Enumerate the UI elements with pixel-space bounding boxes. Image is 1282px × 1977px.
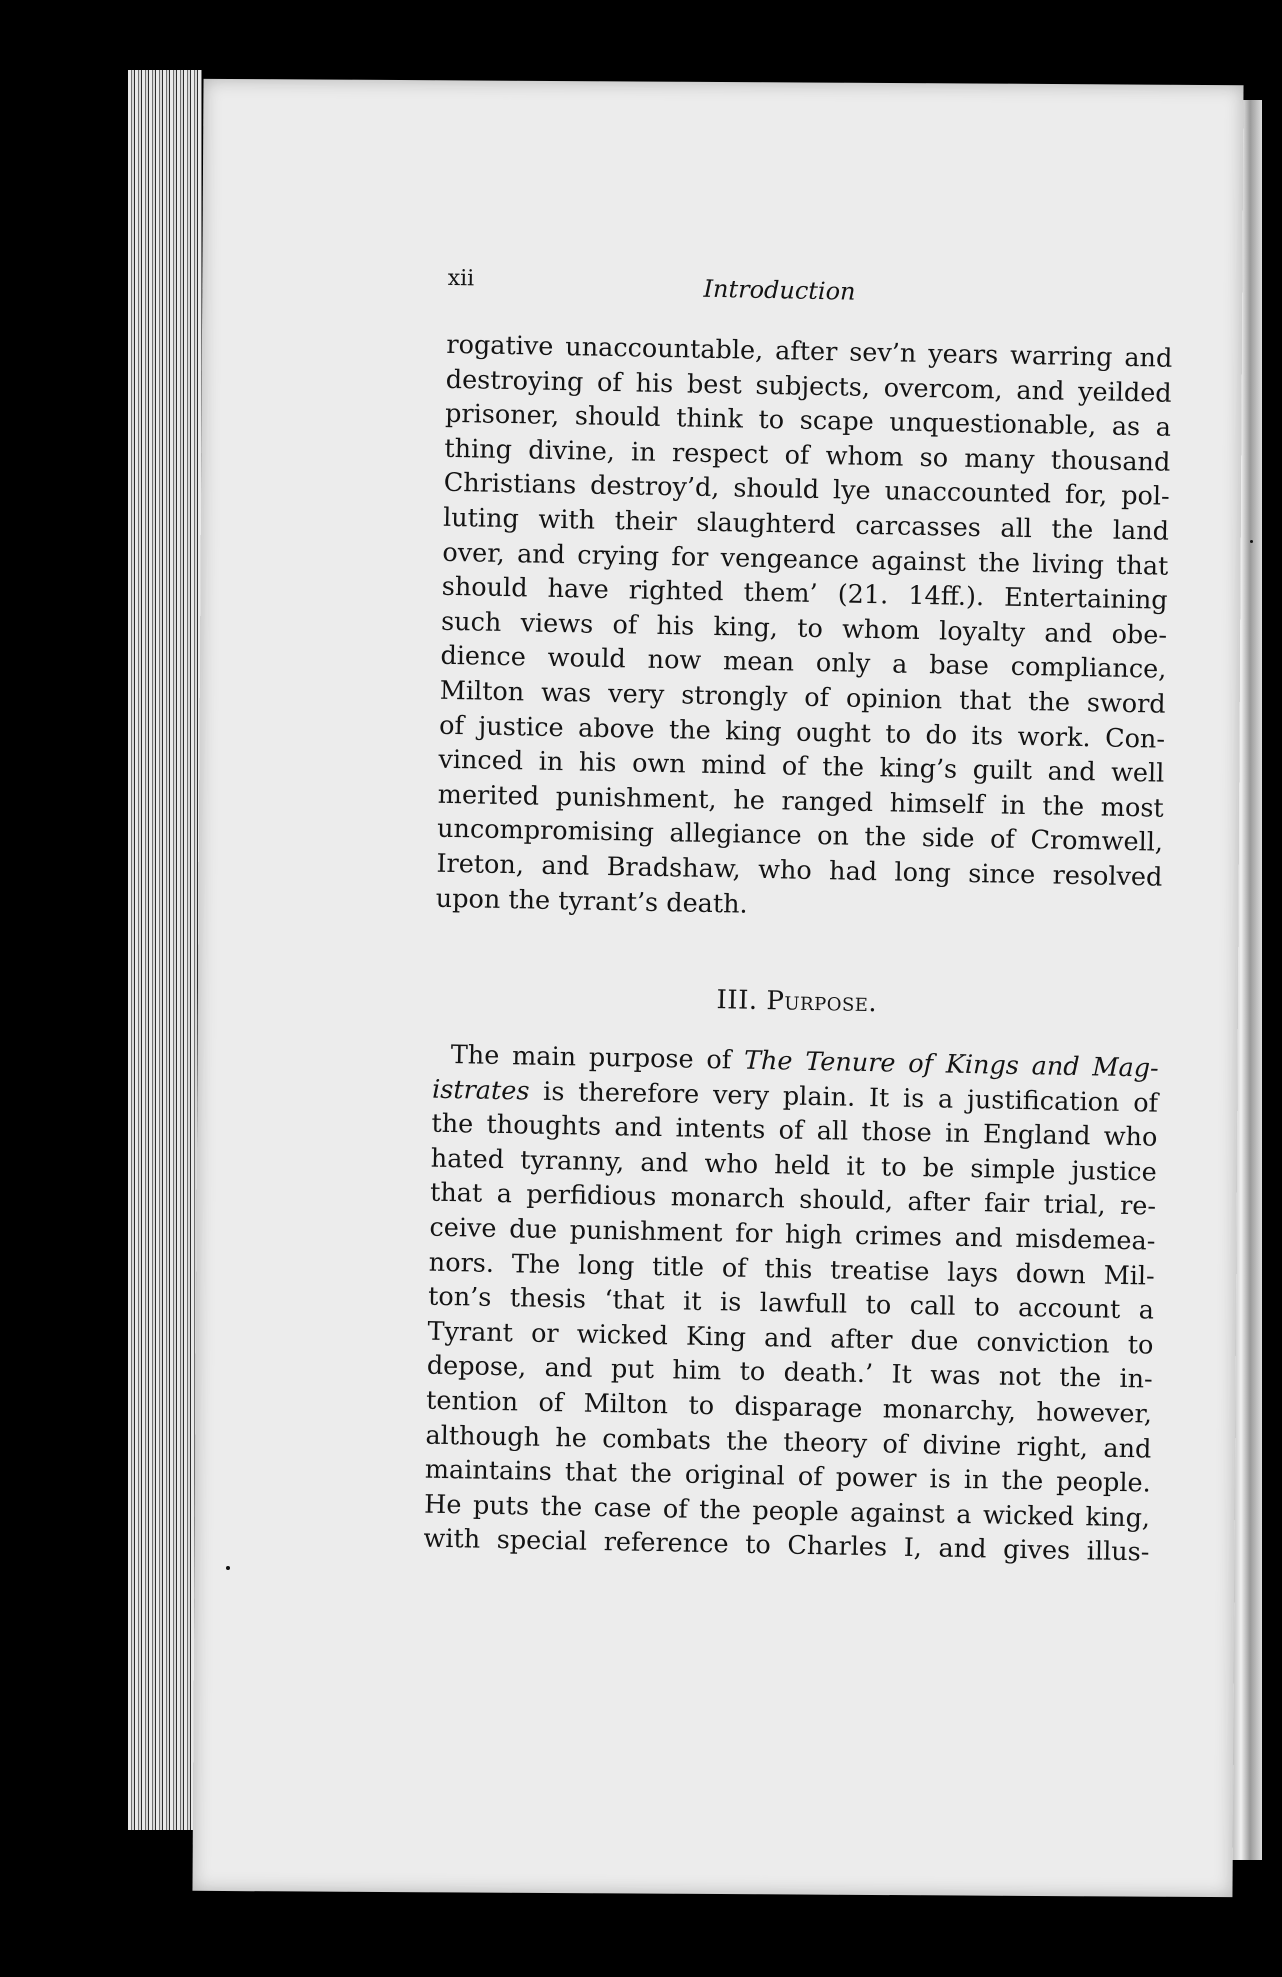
section-title: Purpose. [766, 986, 878, 1019]
text-line: merited punishment, he ranged himself in the most [437, 779, 1164, 824]
text-line: destroying of his best subjects, overcom, and yeilded [445, 364, 1172, 409]
text-line: nors. The long title of this treatise lays down Mil- [428, 1247, 1155, 1292]
text-line: uncompromising allegiance on the side of Cromwell, [436, 814, 1164, 858]
dust-speck [226, 1566, 230, 1570]
text-line: rogative unaccountable, after sev’n years warring and [446, 329, 1173, 374]
text-line: of justice above the king ought to do its work. Con- [438, 710, 1166, 755]
text-line: should have righted them’ (21. 14ff.). Entertaining [441, 571, 1168, 616]
paragraph-1 [435, 328, 1172, 930]
text-line: ton’s thesis ‘that it is lawfull to call to account a [427, 1281, 1155, 1326]
section-numeral: III. [716, 985, 758, 1016]
text-line: Milton was very strongly of opinion that the sword [439, 675, 1166, 720]
text-line: He puts the case of the people against a wicked king, [423, 1489, 1151, 1534]
text-line: prisoner, should think to scape unquestionable, as a [444, 399, 1172, 443]
text-run: The main purpose of [450, 1040, 745, 1076]
text-line: depose, and put him to death.’ It was not the in- [426, 1350, 1153, 1395]
text-line: ceive due punishment for high crimes and misdemea- [429, 1212, 1156, 1257]
text-line: the thoughts and intents of all those in England who [431, 1108, 1158, 1153]
text-line: tention of Milton to disparage monarchy, however, [425, 1385, 1153, 1430]
text-line: although he combats the theory of divine right, and [425, 1420, 1152, 1465]
italic-title-run: istrates [431, 1074, 530, 1107]
text-line: thing divine, in respect of whom so many thousand [444, 433, 1171, 478]
text-line: over, and crying for vengeance against the living that [442, 537, 1169, 582]
text-line: dience would now mean only a base compliance, [440, 641, 1167, 686]
paragraph-2 [423, 1038, 1159, 1571]
text-line: hated tyranny, and who held it to be simple justice [430, 1143, 1157, 1188]
text-line: upon the tyrant’s death. [435, 883, 748, 920]
text-line: maintains that the original of power is in the people. [424, 1454, 1152, 1499]
text-line: Tyrant or wicked King and after due conviction to [427, 1316, 1154, 1361]
text-line: such views of his king, to whom loyalty and obe- [440, 606, 1168, 651]
text-run: is therefore very plain. It is a justification of [529, 1076, 1159, 1119]
text-line: Christians destroy’d, should lye unaccounted for, pol- [443, 468, 1170, 513]
text-line: with special reference to Charles I, and gives illus- [423, 1523, 1150, 1568]
dust-speck [1250, 540, 1253, 543]
page-number: xii [447, 265, 475, 292]
text-line: luting with their slaughterd carcasses all the land [442, 502, 1170, 547]
text-line: Ireton, and Bradshaw, who had long since resolved [436, 848, 1163, 893]
text-line: vinced in his own mind of the king’s guilt and well [438, 744, 1165, 789]
running-head: Introduction [703, 274, 856, 306]
text-line: that a perfidious monarch should, after fair trial, re- [429, 1178, 1157, 1222]
italic-title-run: The Tenure of Kings and Mag- [743, 1045, 1159, 1084]
book-page-edges-left [128, 70, 202, 1830]
